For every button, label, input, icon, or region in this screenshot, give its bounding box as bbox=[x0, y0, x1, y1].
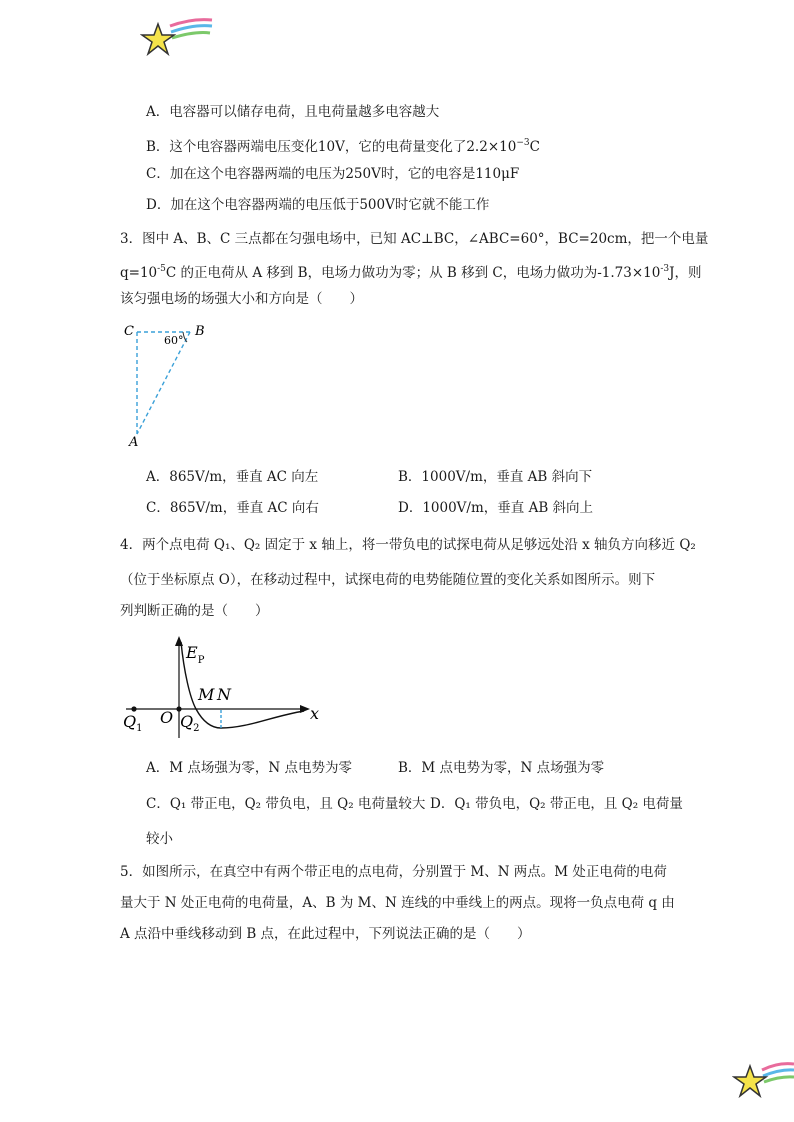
y-label: $E_P$ bbox=[186, 643, 205, 666]
q2-option-d: D．加在这个电容器两端的电压低于500V时它就不能工作 bbox=[146, 197, 490, 213]
q3-stem-line2: $q=10^{-5}C$ 的正电荷从 A 移到 B，电场力做功为零；从 B 移到 C，电场力做功为$-1.73\times 10^{-3}J$，则 bbox=[120, 264, 702, 281]
q3-option-d: D．1000V/m，垂直 AB 斜向上 bbox=[398, 500, 594, 516]
label-b: B bbox=[195, 324, 205, 339]
q4-stem-line3: 列判断正确的是（ ） bbox=[120, 603, 269, 619]
q4-option-d: D．Q₁ 带负电，Q₂ 带正电，且 Q₂ 电荷量 bbox=[430, 796, 683, 812]
angle-label: 60° bbox=[164, 334, 184, 347]
segment-ba bbox=[137, 332, 190, 434]
q2-option-c: C．加在这个电容器两端的电压为250V时，它的电容是110μF bbox=[146, 166, 520, 182]
q4-option-d-continued: 较小 bbox=[146, 831, 173, 847]
q5-stem-line3: A 点沿中垂线移动到 B 点，在此过程中，下列说法正确的是（ ） bbox=[120, 926, 531, 942]
q3-triangle-figure bbox=[120, 318, 220, 448]
q2-option-b: B．这个电容器两端电压变化10V，它的电荷量变化了$2.2\times 10^{-3}C$ bbox=[146, 138, 540, 155]
label-c: C bbox=[124, 324, 134, 339]
shooting-star-icon-bottom bbox=[732, 1058, 794, 1102]
label-n: N bbox=[217, 685, 231, 704]
q4-potential-energy-graph bbox=[118, 632, 328, 744]
q4-option-b: B．M 点电势为零，N 点场强为零 bbox=[398, 760, 605, 776]
q5-stem-line1: 5．如图所示，在真空中有两个带正电的点电荷，分别置于 M、N 两点。M 处正电荷的电荷 bbox=[120, 864, 667, 880]
q3-stem-line1: 3．图中 A、B、C 三点都在匀强电场中，已知 AC⊥BC，∠ABC=60°，BC=20cm，把一个电量 bbox=[120, 231, 709, 247]
q3-option-c: C．865V/m，垂直 AC 向右 bbox=[146, 500, 319, 516]
q4-stem-line2: （位于坐标原点 O），在移动过程中，试探电荷的电势能随位置的变化关系如图所示。则下 bbox=[120, 572, 656, 588]
label-o: O bbox=[160, 708, 174, 727]
q3-option-a: A．865V/m，垂直 AC 向左 bbox=[146, 469, 319, 485]
q4-stem-line1: 4．两个点电荷 Q₁、Q₂ 固定于 x 轴上，将一带负电的试探电荷从足够远处沿 x 轴负方向移近 Q₂ bbox=[120, 537, 696, 553]
label-a: A bbox=[129, 435, 139, 448]
q4-option-c: C．Q₁ 带正电，Q₂ 带负电，且 Q₂ 电荷量较大 bbox=[146, 796, 426, 812]
label-m: M bbox=[198, 685, 215, 704]
charge-q2-dot bbox=[176, 706, 181, 711]
label-q2: $Q_2$ bbox=[180, 712, 200, 734]
shooting-star-icon-top bbox=[140, 16, 216, 60]
label-q1: $Q_1$ bbox=[123, 712, 143, 734]
q3-stem-line3: 该匀强电场的场强大小和方向是（ ） bbox=[120, 291, 363, 307]
charge-q1-dot bbox=[131, 706, 136, 711]
q4-option-a: A．M 点场强为零，N 点电势为零 bbox=[146, 760, 352, 776]
x-label: x bbox=[310, 704, 320, 723]
q3-option-b: B．1000V/m，垂直 AB 斜向下 bbox=[398, 469, 593, 485]
q5-stem-line2: 量大于 N 处正电荷的电荷量，A、B 为 M、N 连线的中垂线上的两点。现将一负点电荷 q 由 bbox=[120, 895, 675, 911]
q2-option-a: A．电容器可以储存电荷，且电荷量越多电容越大 bbox=[146, 104, 440, 120]
